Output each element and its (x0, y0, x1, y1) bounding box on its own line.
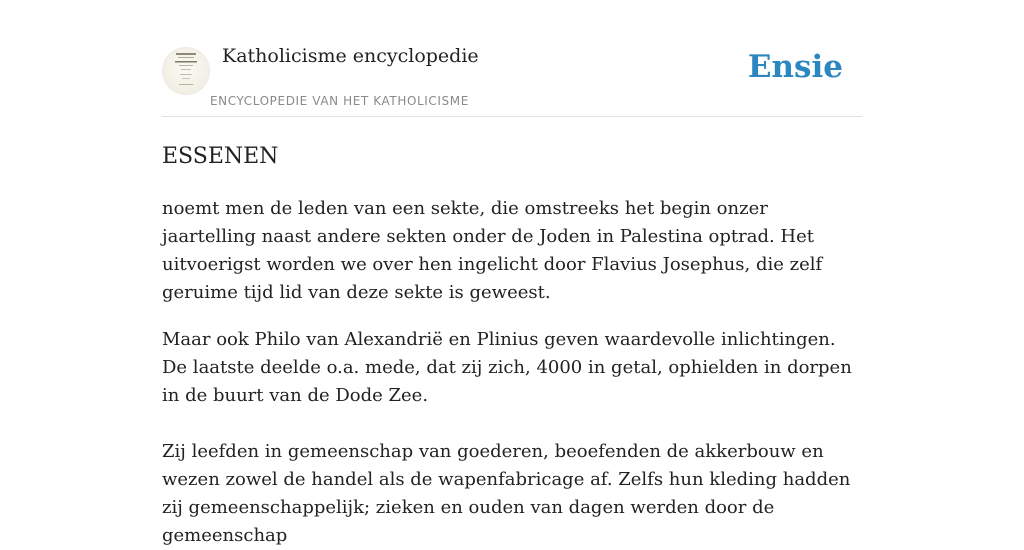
article-title: ESSENEN (162, 144, 279, 169)
article-paragraph: noemt men de leden van een sekte, die omstreeks het begin onzer jaartelling naast andere sekten onder de Joden in Palestina optrad. Het uitvoerigst worden we over hen ingelicht door Flavius Josephus, die zelf geruime tijd lid van deze sekte is geweest. (162, 198, 823, 303)
content-column (162, 0, 862, 550)
brand-logo-link[interactable]: Ensie (747, 49, 843, 85)
article-paragraph: Zij leefden in gemeenschap van goederen, beoefenden de akkerbouw en wezen zowel de handel als de wapenfabricage af. Zelfs hun kleding hadden zij gemeenschappelijk; zieken en ouden van dagen werden door de gemeenschap (162, 441, 851, 546)
article-paragraph: Maar ook Philo van Alexandrië en Plinius geven waardevolle inlichtingen. De laatste deelde o.a. mede, dat zij zich, 4000 in getal, ophielden in dorpen in de buurt van de Dode Zee. (162, 329, 852, 406)
book-cover-icon[interactable] (162, 47, 210, 95)
site-header (162, 0, 862, 117)
article (162, 143, 862, 550)
site-title-link[interactable]: Katholicisme encyclopedie (222, 45, 479, 67)
book-cover-graphic (162, 47, 210, 95)
site-subtitle: ENCYCLOPEDIE VAN HET KATHOLICISME (210, 94, 469, 108)
